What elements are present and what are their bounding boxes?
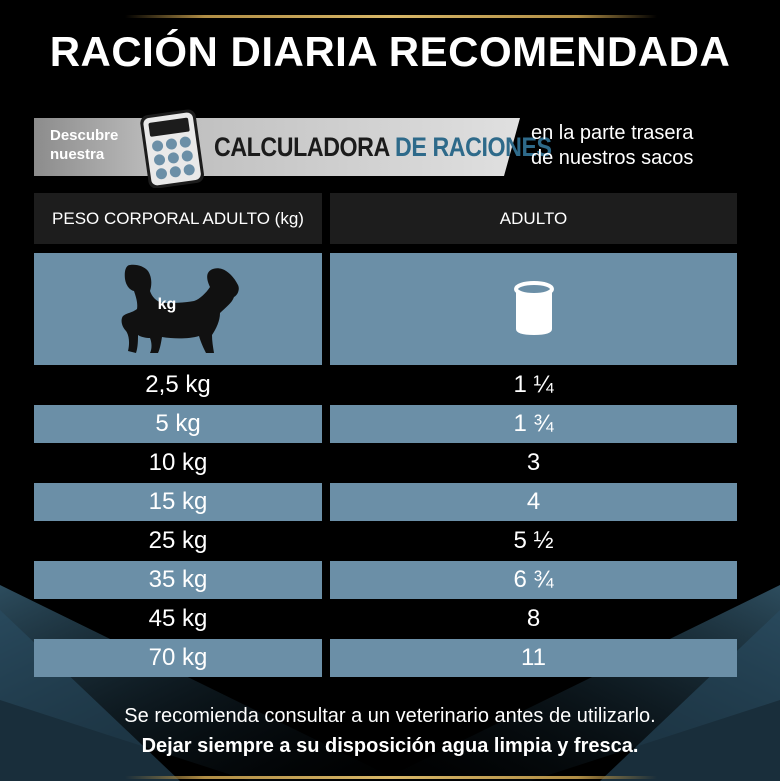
portion-cell: 1 ¾ <box>330 405 737 443</box>
banner-location-text: en la parte trasera de nuestros sacos <box>531 122 694 169</box>
banner-word-calculadora: CALCULADORA <box>214 132 389 162</box>
table-row <box>0 366 780 404</box>
table-row <box>0 444 780 482</box>
header-body-weight: PESO CORPORAL ADULTO (kg) <box>34 193 322 244</box>
weight-cell: 5 kg <box>34 405 322 443</box>
gold-divider-top <box>125 15 657 18</box>
weight-cell: 10 kg <box>148 449 208 476</box>
portion-cell: 4 <box>330 483 737 521</box>
table-row <box>0 522 780 560</box>
gold-divider-bottom <box>125 776 657 779</box>
portion-cell: 3 <box>526 449 541 476</box>
can-icon <box>330 253 737 365</box>
weight-cell: 45 kg <box>148 605 208 632</box>
dog-icon <box>34 253 322 365</box>
weight-cell: 25 kg <box>148 527 208 554</box>
portion-cell: 8 <box>526 605 541 632</box>
calculator-banner <box>34 118 552 176</box>
water-note: Dejar siempre a su disposición agua limpia y fresca. <box>141 735 639 757</box>
weight-cell: 15 kg <box>34 483 322 521</box>
portion-cell: 1 ¼ <box>513 371 554 398</box>
weight-icon-label: kg <box>157 296 177 313</box>
weight-cell: 35 kg <box>34 561 322 599</box>
vet-recommendation-note: Se recomienda consultar a un veterinario antes de utilizarlo. <box>124 705 656 727</box>
portion-cell: 6 ¾ <box>330 561 737 599</box>
calculator-icon <box>136 108 208 188</box>
weight-cell: 70 kg <box>34 639 322 677</box>
page-title: RACIÓN DIARIA RECOMENDADA <box>49 28 731 75</box>
header-adult: ADULTO <box>330 193 737 244</box>
table-row <box>0 483 780 521</box>
portion-cell: 11 <box>330 639 737 677</box>
weight-cell: 2,5 kg <box>145 371 211 398</box>
banner-word-raciones: DE RACIONES <box>395 132 552 162</box>
banner-intro-text: Descubre nuestra <box>50 127 119 163</box>
banner-calculator-title <box>214 132 552 163</box>
table-row <box>0 639 780 677</box>
portion-cell: 5 ½ <box>513 527 554 554</box>
portion-icon-cell <box>330 253 737 365</box>
table-row <box>0 561 780 599</box>
table-row <box>0 405 780 443</box>
weight-icon-cell <box>34 253 322 365</box>
table-row <box>0 600 780 638</box>
